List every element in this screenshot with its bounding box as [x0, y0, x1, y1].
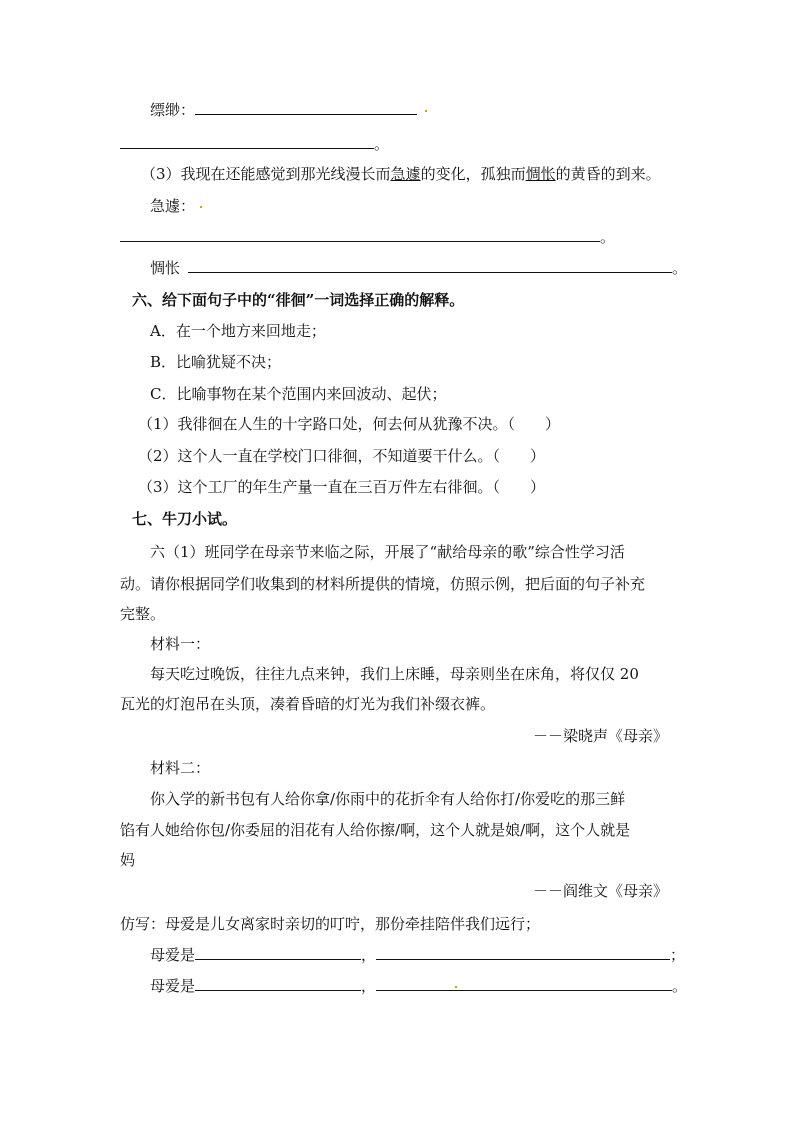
fill-prefix: 母爱是 [150, 946, 196, 964]
intro-line-2: 动。请你根据同学们收集到的材料所提供的情境，仿照示例，把后面的句子补充 [120, 575, 646, 593]
vocab-line-chouchang [150, 258, 687, 278]
end-period: 。 [600, 228, 616, 246]
vocab-line-jiju-answer [120, 227, 615, 247]
underlined-word-chouchang: 惆怅 [525, 165, 556, 183]
material1-line-2: 瓦光的灯泡吊在头顶，凑着昏暗的灯光为我们补缀衣裤。 [120, 695, 496, 713]
vocab-sentence-3 [141, 164, 661, 184]
vocab-label-jiju: 急遽： [150, 197, 196, 215]
answer-blank[interactable] [195, 976, 361, 991]
material2-line-1: 你入学的新书包有人给你拿/你雨中的花折伞有人给你打/你爱吃的那三鲜 [150, 790, 626, 808]
option-c: C．比喻事物在某个范围内来回波动、起伏； [150, 385, 447, 403]
fill-prefix: 母爱是 [150, 977, 196, 995]
intro-line-1: 六（1）班同学在母亲节来临之际，开展了“献给母亲的歌”综合性学习活 [150, 543, 625, 561]
material1-line-1: 每天吃过晚饭，往往九点来钟，我们上床睡，母亲则坐在床角，将仅仅 20 [150, 665, 639, 683]
vocab-line-piaomiao [150, 100, 417, 120]
question-3[interactable]: （3）这个工厂的年生产量一直在三百万件左右徘徊。（ ） [138, 478, 546, 496]
intro-line-3: 完整。 [120, 605, 166, 623]
end-period: 。 [672, 259, 688, 277]
vocab-line-jiju [150, 196, 195, 216]
imitation-example: 仿写：母爱是儿女离家时亲切的叮咛，那份牵挂陪伴我们远行； [120, 915, 541, 933]
section6-heading: 六、给下面句子中的“徘徊”一词选择正确的解释。 [132, 291, 465, 309]
underlined-word-jiju: 急遽 [390, 165, 421, 183]
section7-heading: 七、牛刀小试。 [132, 510, 238, 528]
answer-blank[interactable] [120, 134, 374, 149]
answer-blank[interactable] [188, 258, 672, 273]
answer-blank[interactable] [376, 976, 672, 991]
question-2[interactable]: （2）这个人一直在学校门口徘徊，不知道要干什么。（ ） [138, 447, 546, 465]
vocab-label-piaomiao: 缥缈： [150, 101, 196, 119]
sentence-text: 的变化，孤独而 [420, 165, 526, 183]
answer-blank[interactable] [195, 945, 361, 960]
mark-dot [200, 206, 202, 208]
fill-line-1 [150, 945, 685, 965]
material2-label: 材料二： [150, 759, 211, 777]
material2-source: －－阎维文《母亲》 [532, 882, 668, 900]
semicolon: ； [670, 946, 686, 964]
vocab-label-chouchang: 惆怅 [150, 259, 181, 277]
fill-line-2 [150, 976, 687, 996]
sentence-text: （3）我现在还能感觉到那光线漫长而 [141, 165, 391, 183]
mark-dot [425, 110, 427, 112]
question-1[interactable]: （1）我徘徊在人生的十字路口处，何去何从犹豫不决。（ ） [138, 415, 561, 433]
sentence-text: 的黄昏的到来。 [555, 165, 661, 183]
comma: ， [361, 977, 377, 995]
material2-line-2: 馅有人她给你包/你委屈的泪花有人给你擦/啊，这个人就是娘/啊，这个人就是 [120, 821, 631, 839]
option-b: B．比喻犹疑不决； [150, 353, 282, 371]
comma: ， [361, 946, 377, 964]
answer-blank[interactable] [120, 227, 600, 242]
material2-line-3: 妈 [120, 851, 136, 869]
mark-dot [455, 986, 457, 988]
answer-blank[interactable] [376, 945, 670, 960]
material1-label: 材料一： [150, 635, 211, 653]
option-a: A．在一个地方来回地走； [150, 322, 326, 340]
vocab-line-continuation [120, 134, 389, 154]
period: 。 [672, 977, 688, 995]
material1-source: －－梁晓声《母亲》 [532, 727, 668, 745]
end-period: 。 [374, 135, 390, 153]
answer-blank[interactable] [195, 100, 417, 115]
